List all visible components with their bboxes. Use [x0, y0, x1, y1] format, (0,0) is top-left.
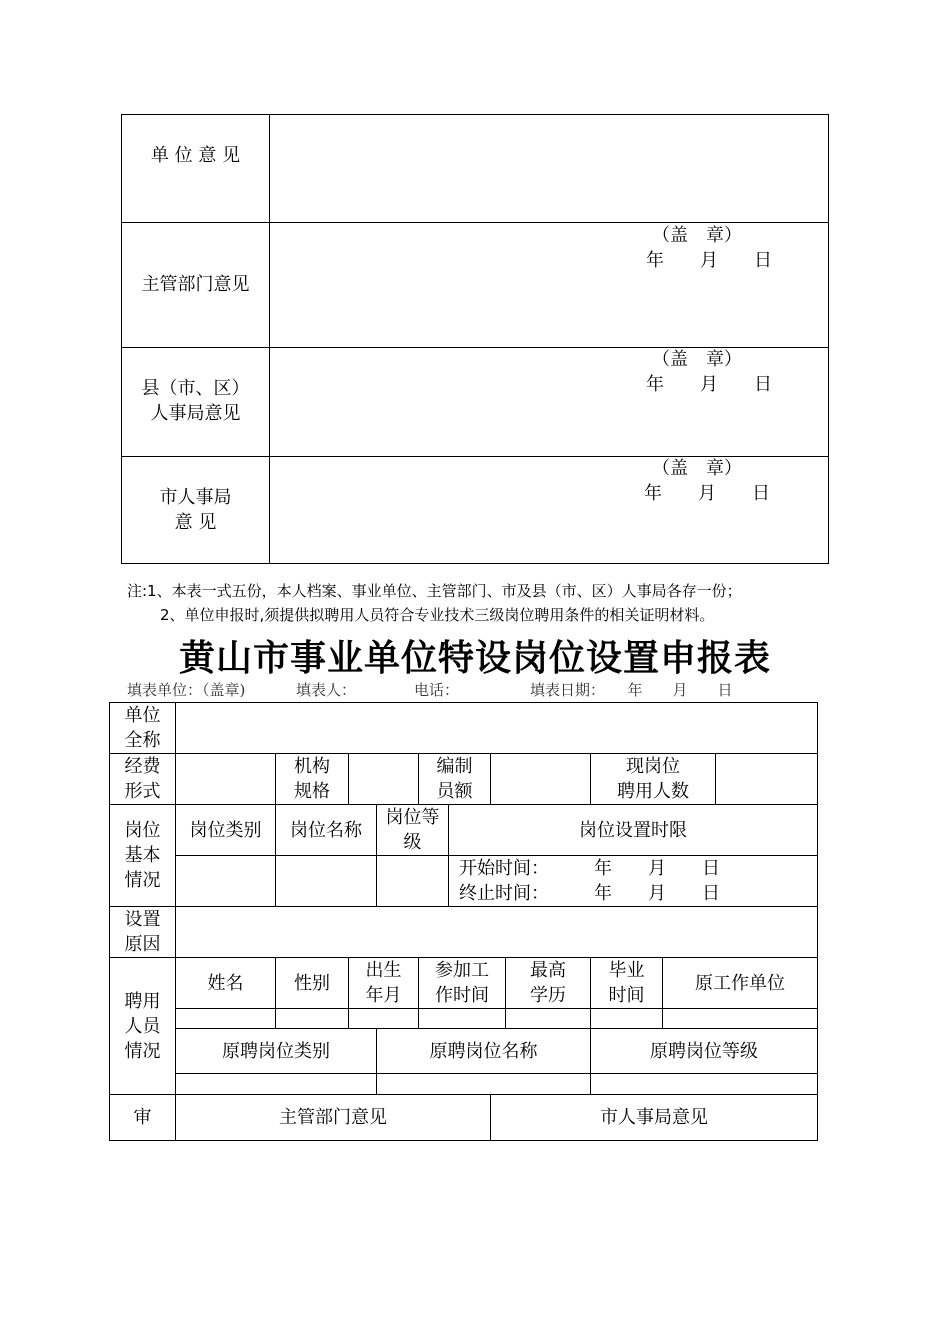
unit-name-row — [110, 703, 818, 754]
seal-label: （盖 章） — [652, 458, 742, 479]
gender-header: 性别 — [276, 958, 349, 1009]
date-label: 年 月 日 — [644, 483, 770, 504]
orig-post-header-row — [110, 1029, 818, 1074]
birth-field[interactable] — [349, 1009, 419, 1029]
gender-field[interactable] — [276, 1009, 349, 1029]
reason-field[interactable] — [176, 907, 818, 958]
birth-header: 出生 年月 — [349, 958, 419, 1009]
post-name-field[interactable] — [276, 856, 377, 907]
unit-name-field[interactable] — [176, 703, 818, 754]
form-title: 黄山市事业单位特设岗位设置申报表 — [178, 638, 771, 679]
county-opinion-label: 县（市、区） 人事局意见 — [141, 378, 250, 424]
dept-opinion-label: 主管部门意见 — [141, 274, 250, 295]
quota-field[interactable] — [491, 754, 591, 805]
note-line-1: 注:1、本表一式五份，本人档案、事业单位、主管部门、市及县（市、区）人事局各存一份； — [127, 582, 742, 600]
education-field[interactable] — [506, 1009, 591, 1029]
education-header: 最高 学历 — [506, 958, 591, 1009]
fill-date: 填表日期： 年 月 日 — [530, 681, 733, 699]
post-header-row — [110, 805, 818, 856]
post-period-header: 岗位设置时限 — [449, 805, 818, 856]
city-opinion-label: 市人事局 意 见 — [159, 487, 232, 533]
post-category-header: 岗位类别 — [176, 805, 276, 856]
current-field[interactable] — [716, 754, 818, 805]
city-opinion-header: 市人事局意见 — [491, 1095, 818, 1141]
opinion-table — [121, 114, 829, 564]
review-label: 审 — [110, 1095, 176, 1141]
hire-label: 聘用 人员 情况 — [110, 958, 176, 1095]
hire-value-row — [110, 1009, 818, 1029]
orig-unit-field[interactable] — [663, 1009, 818, 1029]
current-label: 现岗位 聘用人数 — [591, 754, 716, 805]
seal-label: （盖 章） — [652, 349, 742, 370]
date-label: 年 月 日 — [646, 374, 772, 395]
orig-name-field[interactable] — [377, 1074, 591, 1095]
start-time: 开始时间： 年 月 日 — [459, 858, 720, 879]
post-period-field[interactable] — [449, 856, 818, 907]
org-field[interactable] — [349, 754, 419, 805]
orig-category-header: 原聘岗位类别 — [176, 1029, 377, 1074]
unit-name-label: 单位 全称 — [110, 703, 176, 754]
date-label: 年 月 日 — [646, 250, 772, 271]
post-basic-label: 岗位 基本 情况 — [110, 805, 176, 907]
name-header: 姓名 — [176, 958, 276, 1009]
org-label: 机构 规格 — [276, 754, 349, 805]
orig-category-field[interactable] — [176, 1074, 377, 1095]
work-start-header: 参加工 作时间 — [419, 958, 506, 1009]
orig-name-header: 原聘岗位名称 — [377, 1029, 591, 1074]
dept-opinion-header: 主管部门意见 — [176, 1095, 491, 1141]
application-form — [109, 702, 818, 1141]
filler: 填表人： — [296, 681, 357, 699]
name-field[interactable] — [176, 1009, 276, 1029]
reason-row — [110, 907, 818, 958]
work-start-field[interactable] — [419, 1009, 506, 1029]
review-row — [110, 1095, 818, 1141]
graduation-header: 毕业 时间 — [591, 958, 663, 1009]
orig-unit-header: 原工作单位 — [663, 958, 818, 1009]
post-value-row — [110, 856, 818, 907]
post-level-header: 岗位等级 — [377, 805, 449, 856]
orig-post-value-row — [110, 1074, 818, 1095]
unit-opinion-label: 单 位 意 见 — [150, 145, 241, 166]
hire-header-row — [110, 958, 818, 1009]
end-time: 终止时间： 年 月 日 — [459, 883, 720, 904]
fill-unit: 填表单位：（盖章) — [127, 681, 246, 699]
funding-label: 经费 形式 — [110, 754, 176, 805]
post-name-header: 岗位名称 — [276, 805, 377, 856]
divider — [269, 115, 270, 563]
graduation-field[interactable] — [591, 1009, 663, 1029]
phone: 电话： — [414, 681, 460, 699]
seal-label: （盖 章） — [652, 225, 742, 246]
quota-label: 编制 员额 — [419, 754, 491, 805]
funding-row — [110, 754, 818, 805]
funding-field[interactable] — [176, 754, 276, 805]
post-category-field[interactable] — [176, 856, 276, 907]
reason-label: 设置 原因 — [110, 907, 176, 958]
post-level-field[interactable] — [377, 856, 449, 907]
orig-level-field[interactable] — [591, 1074, 818, 1095]
orig-level-header: 原聘岗位等级 — [591, 1029, 818, 1074]
note-line-2: 2、单位申报时,须提供拟聘用人员符合专业技术三级岗位聘用条件的相关证明材料。 — [160, 606, 715, 624]
